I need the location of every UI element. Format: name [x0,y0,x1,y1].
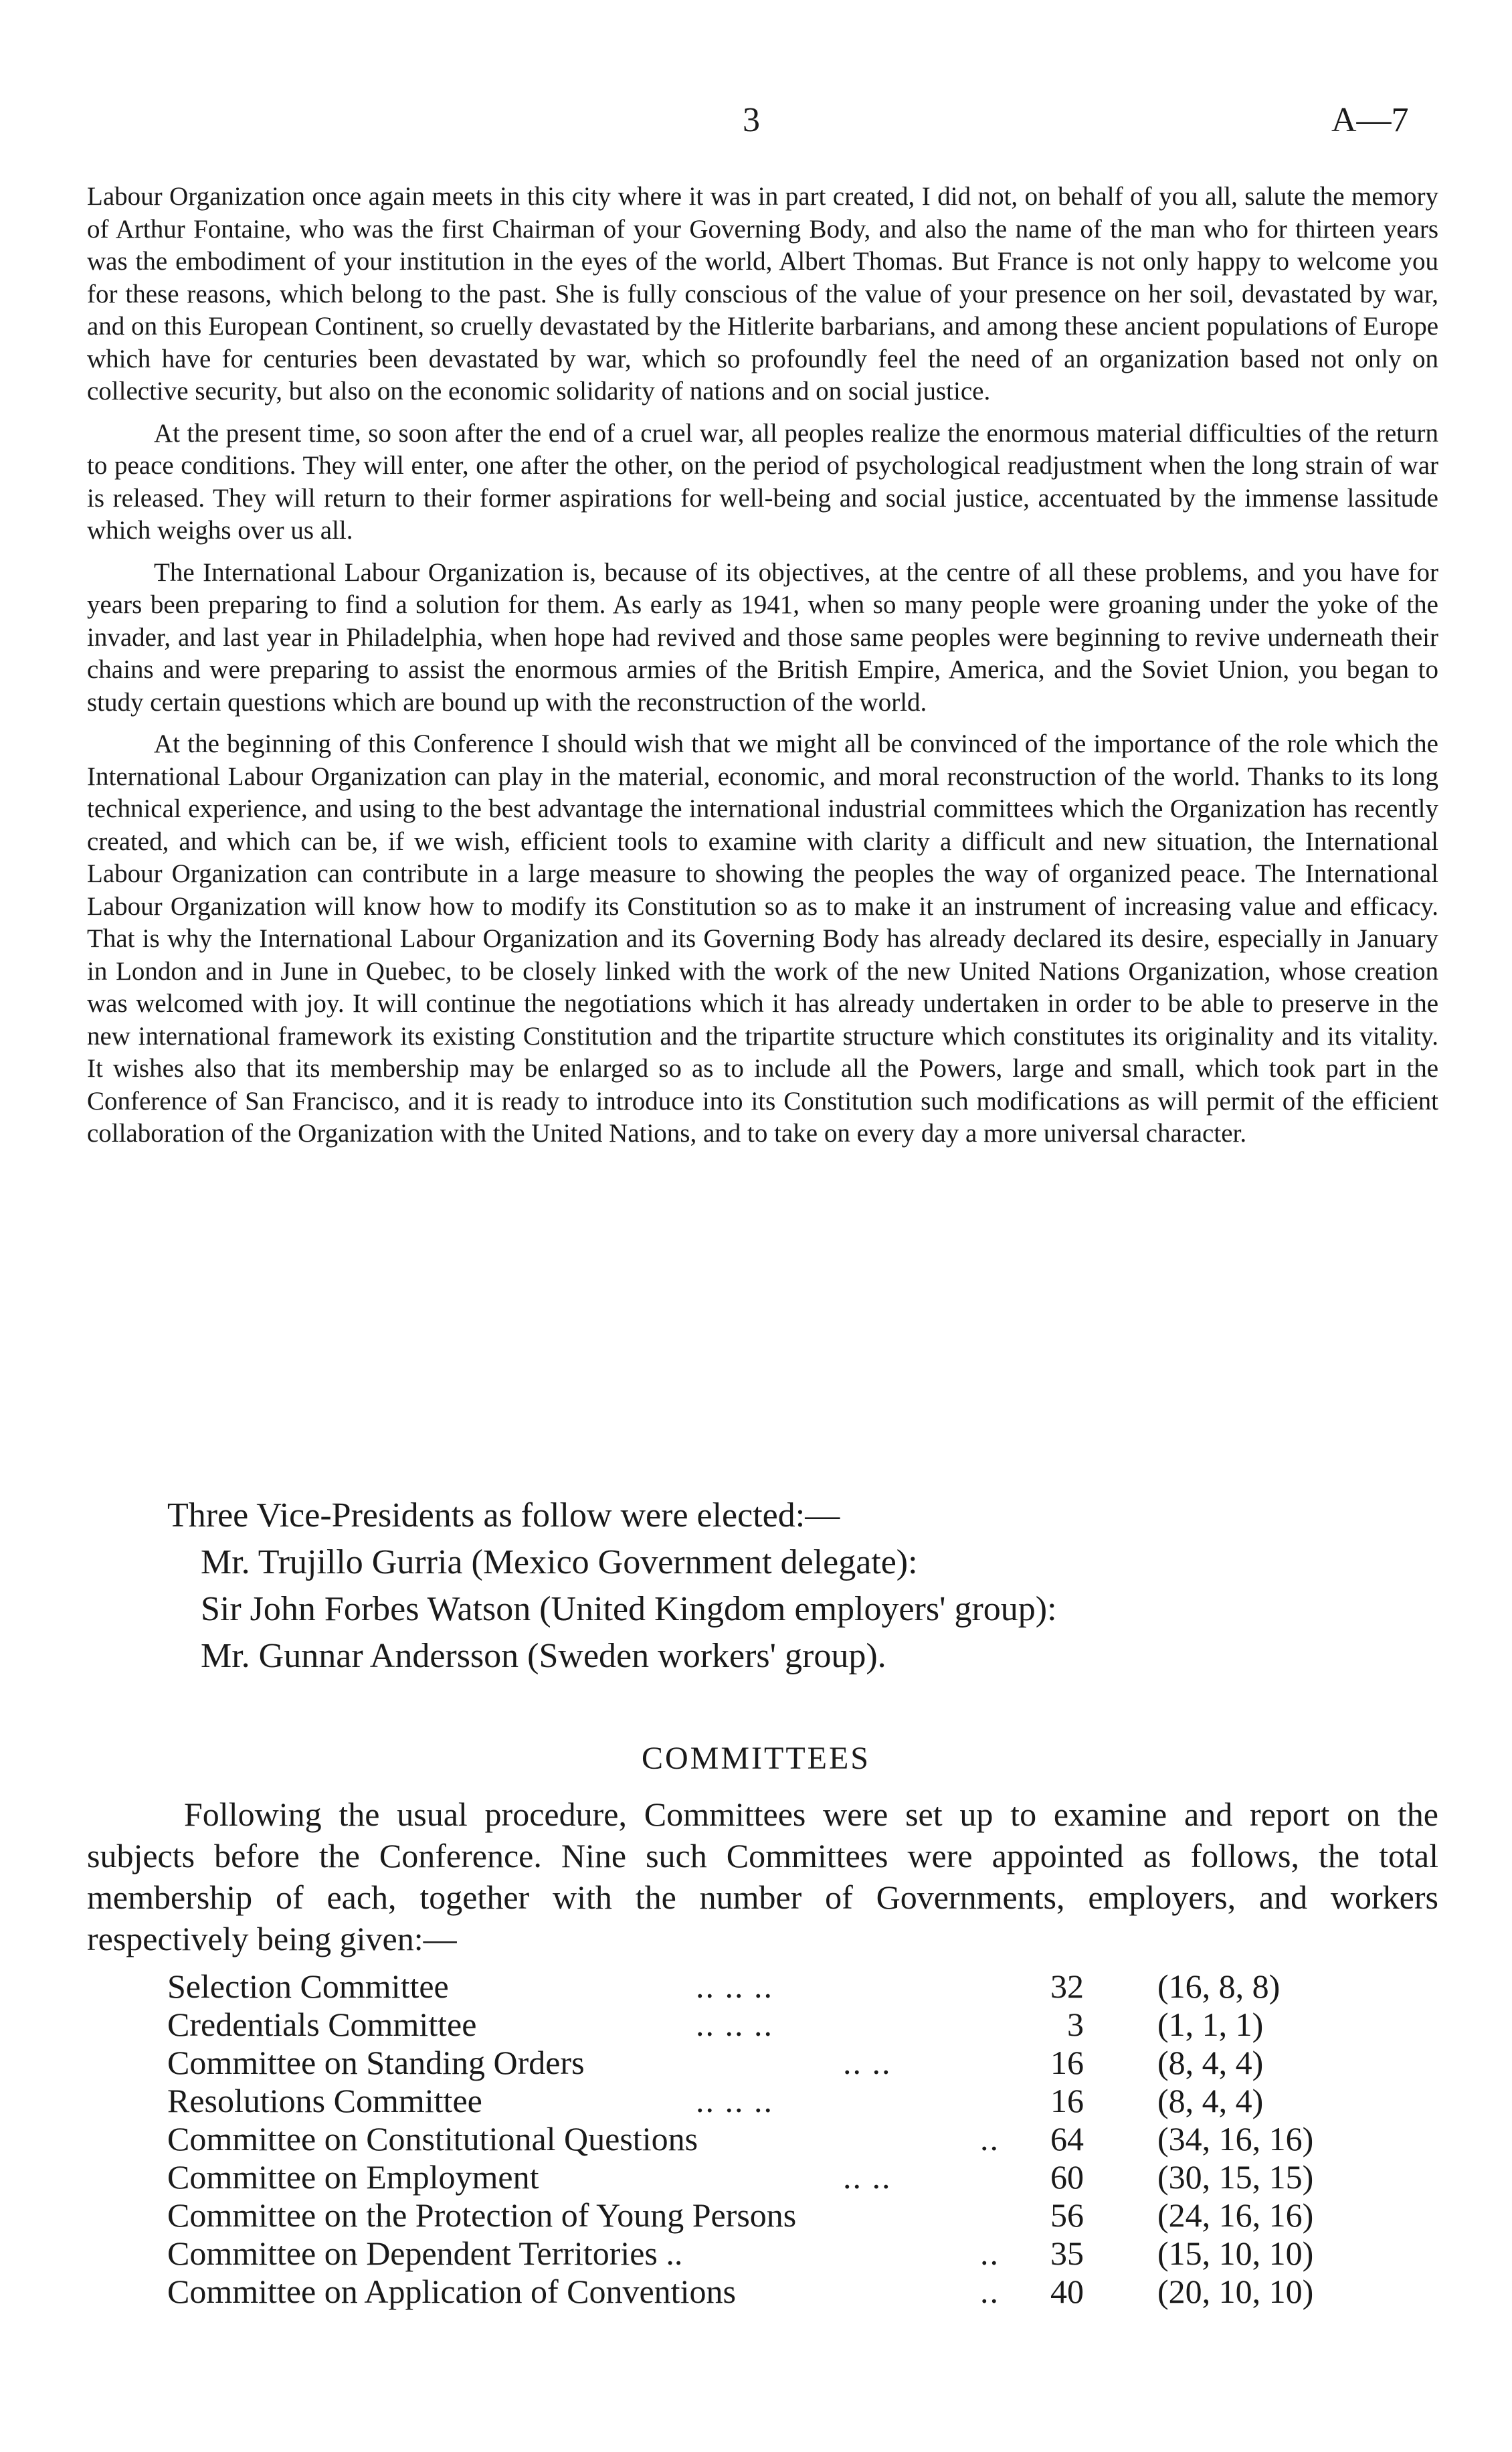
vice-president-item: Mr. Gunnar Andersson (Sweden workers' group). [201,1637,886,1675]
committee-total: 60 [1050,2158,1084,2196]
committee-total: 56 [1050,2196,1084,2234]
committee-row [167,1967,1372,2006]
committee-name: Committee on Employment [167,2158,539,2196]
committee-row [167,2120,1372,2158]
committee-breakdown: (16, 8, 8) [1157,1967,1281,2005]
vice-presidents [167,1492,1057,1680]
committee-breakdown: (1, 1, 1) [1157,2006,1264,2043]
page-header [0,100,1512,147]
committee-breakdown: (8, 4, 4) [1157,2082,1264,2119]
paragraph: The International Labour Organization is, because of its objectives, at the centre of all these problems, and you have for years been preparing to find a solution for them. As early as 1941, when so many people were groaning under the yoke of the invader, and last year in Philadelphia, when hope had revived and those same peoples were beginning to revive underneath their chains and were preparing to assist the enormous armies of the British Empire, America, and the Soviet Union, you began to study certain questions which are bound up with the reconstruction of the world. [87,557,1438,717]
committee-row [167,2158,1372,2196]
committee-breakdown: (8, 4, 4) [1157,2044,1264,2081]
committee-name: Credentials Committee [167,2006,477,2043]
committee-breakdown: (15, 10, 10) [1157,2235,1314,2272]
committee-row [167,2196,1372,2235]
committee-total: 3 [1067,2006,1084,2043]
committee-total: 64 [1050,2120,1084,2158]
committees-intro: Following the usual procedure, Committees were set up to examine and report on the subjects before the Conference. Nine such Committees were appointed as follows, the total membership of each, together with the number of Governments, employers, and workers respectively being given:— [87,1796,1438,1957]
committee-name: Resolutions Committee [167,2082,482,2119]
leader-dots: .. .. .. [696,2006,773,2043]
leader-dots: .. .. [843,2044,892,2081]
committee-row [167,2006,1372,2044]
page-number: 3 [743,101,760,139]
committee-name: Selection Committee [167,1967,449,2005]
committees-table [167,1967,1372,2311]
paragraph: At the beginning of this Conference I should wish that we might all be convinced of the importance of the role which the International Labour Organization can play in the material, economic, and moral reconstruction of the world. Thanks to its long technical experience, and using to the best advantage the international industrial committees which the Organization has recently created, and which can be, if we wish, efficient tools to examine with clarity a difficult and new situation, the International Labour Organization can contribute in a large measure to showing the peoples the way of organized peace. The International Labour Organization will know how to modify its Constitution so as to make it an instrument of increasing value and efficacy. That is why the International Labour Organization and its Governing Body has already declared its desire, especially in January in London and in June in Quebec, to be closely linked with the work of the new United Nations Organization, whose creation was welcomed with joy. It will continue the negotiations which it has already undertaken in order to be able to preserve in the new international framework its existing Constitution and the tripartite structure which constitutes its originality and its vitality. It wishes also that its membership may be enlarged so as to include all the Powers, large and small, which took part in the Conference of San Francisco, and it is ready to introduce into its Constitution such modifications as will permit of the efficient collaboration of the Organization with the United Nations, and to take on every day a more universal character. [87,729,1438,1148]
leader-dots: .. [980,2235,1000,2272]
committees-heading: COMMITTEES [642,1741,870,1776]
committee-name: Committee on Application of Conventions [167,2273,736,2310]
leader-dots: .. .. .. [696,2082,773,2119]
paragraph: At the present time, so soon after the end of a cruel war, all peoples realize the enormous material difficulties of the return to peace conditions. They will enter, one after the other, on the period of psychological readjustment when the long strain of war is released. They will return to their former aspirations for well-being and social justice, accentuated by the immense lassitude which weighs over us all. [87,418,1438,545]
committee-name: Committee on Dependent Territories .. [167,2235,683,2272]
page-reference: A—7 [1331,101,1409,139]
committee-row [167,2044,1372,2082]
vice-presidents-intro: Three Vice-Presidents as follow were elected:— [167,1496,840,1535]
leader-dots: .. [980,2120,1000,2158]
body-text [87,181,1438,1160]
committee-breakdown: (30, 15, 15) [1157,2158,1314,2196]
committee-name: Committee on the Protection of Young Persons [167,2196,797,2234]
leader-dots: .. .. .. [696,1967,773,2005]
committee-breakdown: (24, 16, 16) [1157,2196,1314,2234]
committee-total: 16 [1050,2082,1084,2119]
vice-president-item: Sir John Forbes Watson (United Kingdom employers' group): [201,1590,1057,1628]
committee-total: 40 [1050,2273,1084,2310]
committee-total: 16 [1050,2044,1084,2081]
committee-row [167,2082,1372,2120]
paragraph: Labour Organization once again meets in this city where it was in part created, I did not, on behalf of you all, salute the memory of Arthur Fontaine, who was the first Chairman of your Governing Body, and also the name of the man who for thirteen years was the embodiment of your institution in the eyes of the world, Albert Thomas. But France is not only happy to welcome you for these reasons, which belong to the past. She is fully conscious of the value of your presence on her soil, devastated by war, and on this European Continent, so cruelly devastated by the Hitlerite barbarians, and among these ancient populations of Europe which have for centuries been devastated by war, which so profoundly feel the need of an organization based not only on collective security, but also on the economic solidarity of nations and on social justice. [87,182,1438,406]
committee-breakdown: (20, 10, 10) [1157,2273,1314,2310]
committee-total: 32 [1050,1967,1084,2005]
committee-name: Committee on Constitutional Questions [167,2120,698,2158]
committee-name: Committee on Standing Orders [167,2044,585,2081]
committee-total: 35 [1050,2235,1084,2272]
committee-breakdown: (34, 16, 16) [1157,2120,1314,2158]
committee-row [167,2273,1372,2311]
leader-dots: .. .. [843,2158,892,2196]
vice-president-item: Mr. Trujillo Gurria (Mexico Government delegate): [201,1543,918,1581]
committee-row [167,2235,1372,2273]
leader-dots: .. [980,2273,1000,2310]
